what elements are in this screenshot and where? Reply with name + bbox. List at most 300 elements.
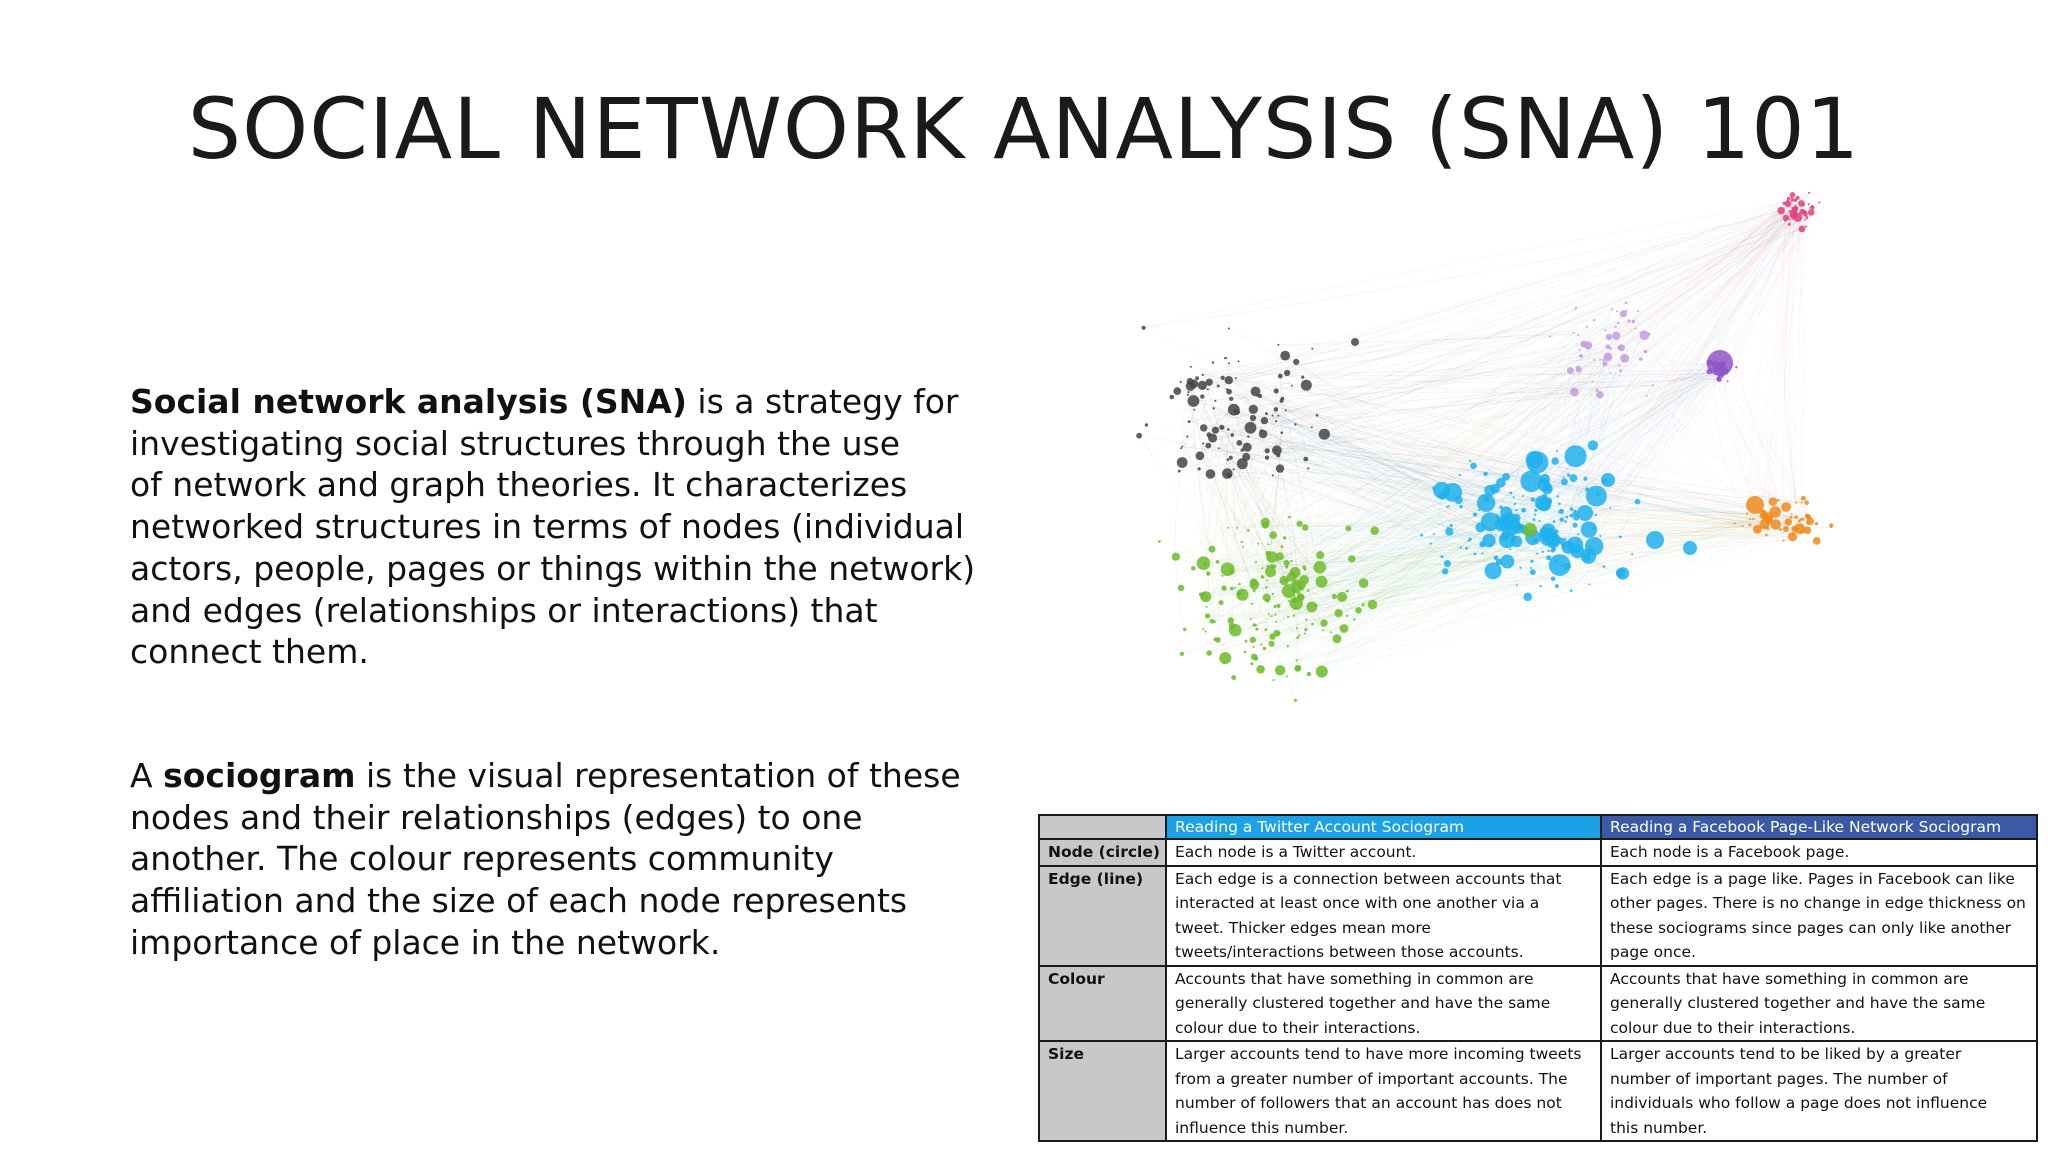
sociogram-node xyxy=(1551,577,1556,582)
sociogram-node xyxy=(1570,514,1574,518)
sociogram-node xyxy=(1214,400,1216,402)
sociogram-node xyxy=(1560,517,1564,521)
sociogram-node xyxy=(1618,364,1620,366)
sociogram-node xyxy=(1244,651,1247,654)
sociogram-node xyxy=(1534,514,1536,516)
sociogram-node xyxy=(1569,474,1577,482)
sociogram-node xyxy=(1575,306,1577,308)
sociogram-node xyxy=(1281,581,1283,583)
sociogram-node xyxy=(1346,615,1348,617)
sociogram-node xyxy=(1272,565,1276,569)
sociogram-node xyxy=(1523,523,1537,537)
sociogram-node xyxy=(1340,624,1349,633)
twitter-cell: Accounts that have something in common are generally clustered together and have the same colour due to their interactions. xyxy=(1166,966,1601,1042)
sociogram-node xyxy=(1236,527,1238,529)
sociogram-node xyxy=(1802,210,1806,214)
sociogram-node xyxy=(1646,395,1648,397)
sociogram-node xyxy=(1574,509,1576,511)
sociogram-node xyxy=(1348,555,1355,562)
sociogram-node xyxy=(1301,380,1312,391)
sociogram-node xyxy=(1617,322,1620,325)
sociogram-node xyxy=(1258,394,1262,398)
sociogram-node xyxy=(1530,567,1532,569)
sociogram-node xyxy=(1588,440,1598,450)
sociogram-node xyxy=(1786,217,1788,219)
sociogram-node xyxy=(1727,380,1729,382)
sociogram-node xyxy=(1489,528,1492,531)
sociogram-node xyxy=(1173,387,1181,395)
sociogram-node xyxy=(1570,507,1574,511)
sociogram-node xyxy=(1767,528,1770,531)
sociogram-node xyxy=(1306,602,1317,613)
sociogram-node xyxy=(1229,397,1233,401)
sociogram-node xyxy=(1579,349,1581,351)
sociogram-node xyxy=(1583,560,1585,562)
sociogram-node xyxy=(1639,357,1643,361)
sociogram-node xyxy=(1236,440,1242,446)
sociogram-node xyxy=(1763,526,1765,528)
sociogram-node xyxy=(1783,202,1786,205)
sociogram-node xyxy=(1800,518,1802,520)
sociogram-node xyxy=(1561,478,1568,485)
sociogram-node xyxy=(1245,640,1248,643)
sociogram-node xyxy=(1368,600,1378,610)
sociogram-node xyxy=(1219,600,1224,605)
sociogram-node xyxy=(1187,394,1189,396)
sociogram-node xyxy=(1196,451,1205,460)
sociogram-node xyxy=(1202,628,1204,630)
row-label: Edge (line) xyxy=(1039,866,1166,966)
sociogram-node xyxy=(1227,527,1229,529)
sociogram-node xyxy=(1635,499,1641,505)
sociogram-node xyxy=(1459,505,1463,509)
sociogram-node xyxy=(1193,409,1195,411)
paragraph-line: affiliation and the size of each node represents xyxy=(130,881,908,921)
sociogram-node xyxy=(1509,548,1511,550)
sociogram-node xyxy=(1265,456,1269,460)
sociogram-node xyxy=(1610,507,1612,509)
sociogram-node xyxy=(1808,192,1810,194)
sociogram-node xyxy=(1295,665,1302,672)
paragraph-line: investigating social structures through the use xyxy=(130,423,901,463)
sociogram-node xyxy=(1253,623,1257,627)
sociogram-node xyxy=(1494,555,1498,559)
sociogram-node xyxy=(1813,537,1821,545)
sociogram-node xyxy=(1334,609,1342,617)
sociogram-node xyxy=(1746,512,1748,514)
sociogram-node xyxy=(1441,555,1444,558)
sociogram-node xyxy=(1200,424,1207,431)
sociogram-node xyxy=(1281,431,1284,434)
sociogram-node xyxy=(1183,628,1186,631)
sociogram-node xyxy=(1769,497,1778,506)
sociogram-node xyxy=(1261,644,1263,646)
sociogram-node xyxy=(1478,509,1480,511)
sociogram-node xyxy=(1460,547,1462,549)
sociogram-node xyxy=(1295,589,1300,594)
sociogram-node xyxy=(1610,372,1612,374)
sociogram-node xyxy=(1512,523,1523,534)
sociogram-node xyxy=(1536,505,1538,507)
sociogram-node xyxy=(1617,567,1630,580)
sociogram-node xyxy=(1683,541,1697,555)
table-corner-cell xyxy=(1039,815,1166,839)
sociogram-node xyxy=(1301,376,1304,379)
sociogram-node xyxy=(1717,376,1720,379)
sociogram-node xyxy=(1438,492,1446,500)
sociogram-node xyxy=(1305,619,1307,621)
sociogram-node xyxy=(1287,616,1289,618)
sociogram-node xyxy=(1231,675,1236,680)
sociogram-node xyxy=(1333,634,1342,643)
sociogram-node xyxy=(1566,516,1569,519)
sociogram-node xyxy=(1752,518,1754,520)
sociogram-node xyxy=(1170,395,1175,400)
sociogram-node xyxy=(1217,385,1220,388)
sociogram-node xyxy=(1791,198,1795,202)
sociogram-node xyxy=(1238,360,1240,362)
paragraph-line: networked structures in terms of nodes (individual xyxy=(130,507,965,547)
sociogram-node xyxy=(1245,422,1257,434)
sociogram-node xyxy=(1274,388,1279,393)
sociogram-node xyxy=(1296,627,1298,629)
sociogram-node xyxy=(1614,326,1616,328)
sna-definition-paragraph xyxy=(130,381,990,673)
sociogram-node xyxy=(1790,192,1796,198)
sociogram-node xyxy=(1455,496,1463,504)
sociogram-node xyxy=(1593,319,1595,321)
sociogram-node xyxy=(1631,553,1633,555)
sociogram-node xyxy=(1250,415,1256,421)
paragraph-line: connect them. xyxy=(130,632,369,672)
sociogram-node xyxy=(1596,492,1600,496)
sociogram-node xyxy=(1749,518,1751,520)
sociogram-node xyxy=(1320,619,1327,626)
sociogram-node xyxy=(1346,526,1352,532)
sociogram-node xyxy=(1609,347,1612,350)
sociogram-node xyxy=(1257,543,1259,545)
sociogram-node xyxy=(1181,446,1183,448)
sociogram-node xyxy=(1337,592,1347,602)
sociogram-node xyxy=(1251,654,1257,660)
sociogram-node xyxy=(1547,550,1549,552)
sociogram-node xyxy=(1256,665,1265,674)
sociogram-node xyxy=(1290,567,1301,578)
sociogram-node xyxy=(1519,567,1521,569)
sociogram-node xyxy=(1644,350,1647,353)
sociogram-node xyxy=(1600,535,1602,537)
sociogram-node xyxy=(1795,501,1797,503)
paragraph-line: actors, people, pages or things within the network) xyxy=(130,548,976,588)
sociogram-node xyxy=(1263,594,1271,602)
sociogram-node xyxy=(1771,519,1782,530)
sociogram-node xyxy=(1632,320,1635,323)
sociogram-node xyxy=(1198,467,1201,470)
slide-title: SOCIAL NETWORK ANALYSIS (SNA) 101 xyxy=(187,80,1861,178)
sociogram-node xyxy=(1276,464,1284,472)
sociogram-node xyxy=(1229,456,1233,460)
row-label: Size xyxy=(1039,1041,1166,1141)
sociogram-node xyxy=(1620,354,1629,363)
sociogram-node xyxy=(1303,457,1308,462)
sociogram-node xyxy=(1596,391,1603,398)
sociogram-node xyxy=(1585,488,1589,492)
sociogram-node xyxy=(1459,474,1461,476)
table-header-row xyxy=(1039,815,2037,839)
sna-term: Social network analysis (SNA) xyxy=(130,382,687,421)
sociogram-node xyxy=(1765,534,1768,537)
sociogram-node xyxy=(1465,547,1468,550)
sociogram-node xyxy=(1273,679,1275,681)
sociogram-node xyxy=(1207,388,1209,390)
sociogram-node xyxy=(1178,585,1185,592)
sociogram-node xyxy=(1769,506,1781,518)
sociogram-node xyxy=(1234,587,1236,589)
sociogram-node xyxy=(1652,384,1654,386)
facebook-cell: Accounts that have something in common are generally clustered together and have the same colour due to their interactions. xyxy=(1601,966,2037,1042)
sociogram-node xyxy=(1567,367,1574,374)
sociogram-node xyxy=(1222,468,1233,479)
sociogram-node xyxy=(1284,560,1290,566)
sociogram-node xyxy=(1479,541,1485,547)
sociogram-node xyxy=(1330,631,1332,633)
sociogram-node xyxy=(1212,361,1214,363)
sociogram-node xyxy=(1612,332,1620,340)
sociogram-node xyxy=(1145,423,1148,426)
sociogram-node xyxy=(1291,385,1293,387)
sociogram-node xyxy=(1316,414,1319,417)
table-row xyxy=(1039,1041,2037,1141)
sociogram-node xyxy=(1304,628,1307,631)
sociogram-node xyxy=(1242,453,1250,461)
sociogram-node xyxy=(1469,460,1471,462)
sociogram-node xyxy=(1787,197,1791,201)
sociogram-node xyxy=(1251,603,1253,605)
sociogram-node xyxy=(1801,496,1806,501)
sociogram-node xyxy=(1268,613,1270,615)
sociogram-node xyxy=(1281,397,1285,401)
sociogram-node xyxy=(1596,389,1599,392)
sociogram-node xyxy=(1206,379,1213,386)
sociogram-node xyxy=(1293,359,1299,365)
sociogram-node xyxy=(1556,495,1559,498)
sociogram-node xyxy=(1781,502,1791,512)
sociogram-node xyxy=(1617,346,1621,350)
sociogram-node xyxy=(1555,584,1559,588)
sociogram-node xyxy=(1136,433,1142,439)
sociogram-node xyxy=(1470,463,1477,470)
sociogram-node xyxy=(1619,536,1622,539)
sociogram-node xyxy=(1204,387,1206,389)
sociogram-node xyxy=(1218,447,1220,449)
sociogram-node xyxy=(1290,597,1303,610)
sociogram-node xyxy=(1602,359,1605,362)
sociogram-node xyxy=(1500,555,1514,569)
sociogram-node xyxy=(1316,576,1328,588)
sociogram-node xyxy=(1583,477,1587,481)
sociogram-node xyxy=(1261,567,1263,569)
sociogram-node xyxy=(1274,605,1277,608)
sociogram-node xyxy=(1178,470,1181,473)
sociogram-node xyxy=(1294,699,1297,702)
sociogram-node xyxy=(1539,520,1541,522)
sociogram-node xyxy=(1187,378,1194,385)
sociogram-node xyxy=(1260,429,1263,432)
sociogram-node xyxy=(1577,334,1579,336)
sociogram-node xyxy=(1249,405,1258,414)
paragraph-line: another. The colour represents community xyxy=(130,839,834,879)
sociogram-node xyxy=(1266,551,1277,562)
sociogram-node xyxy=(1547,502,1550,505)
sociogram-node xyxy=(1215,637,1221,643)
sociogram-node xyxy=(1577,533,1579,535)
sociogram-node xyxy=(1316,551,1324,559)
sociogram-node xyxy=(1316,666,1328,678)
sociogram-node xyxy=(1275,420,1277,422)
sociogram-node xyxy=(1788,223,1791,226)
sociogram-node xyxy=(1707,350,1733,376)
twitter-cell: Each node is a Twitter account. xyxy=(1166,839,1601,866)
sociogram-node xyxy=(1180,652,1184,656)
sociogram-node xyxy=(1808,209,1815,216)
sociogram-node xyxy=(1581,341,1588,348)
sociogram-node xyxy=(1789,219,1791,221)
sociogram-node xyxy=(1255,561,1257,563)
sociogram-node xyxy=(1783,540,1785,542)
sociogram-node xyxy=(1530,560,1533,563)
sociogram-node xyxy=(1294,423,1296,425)
sociogram-node xyxy=(1278,374,1283,379)
sociogram-node xyxy=(1830,526,1832,528)
table-row xyxy=(1039,966,2037,1042)
sociogram-node xyxy=(1242,546,1244,548)
sociogram-node xyxy=(1286,579,1290,583)
sociogram-node xyxy=(1602,361,1607,366)
facebook-cell: Larger accounts tend to be liked by a greater number of important pages. The number of individuals who follow a page does not influence this number. xyxy=(1601,1041,2037,1141)
sociogram-node xyxy=(1272,415,1274,417)
sociogram-node xyxy=(1311,348,1313,350)
sociogram-node xyxy=(1286,675,1288,677)
sociogram-node xyxy=(1777,207,1785,215)
sociogram-node xyxy=(1779,528,1782,531)
row-label: Colour xyxy=(1039,966,1166,1042)
sociogram-node xyxy=(1265,448,1270,453)
sociogram-node xyxy=(1238,583,1240,585)
sociogram-node xyxy=(1556,450,1558,452)
sociogram-node xyxy=(1250,618,1252,620)
sociogram-node xyxy=(1205,613,1210,618)
sociogram-node xyxy=(1247,529,1250,532)
sociogram-node xyxy=(1573,523,1578,528)
sociogram-node xyxy=(1605,329,1607,331)
sociogram-node xyxy=(1796,196,1800,200)
sociogram-node xyxy=(1255,628,1258,631)
sociogram-node xyxy=(1783,526,1789,532)
sociogram-node xyxy=(1353,618,1355,620)
sociogram-definition-paragraph xyxy=(130,755,990,964)
sociogram-node xyxy=(1628,319,1631,322)
sociogram-node xyxy=(1281,545,1284,548)
sociogram-node xyxy=(1288,600,1290,602)
sociogram-node xyxy=(1804,219,1806,221)
paragraph-line: nodes and their relationships (edges) to one xyxy=(130,797,863,837)
sociogram-node xyxy=(1221,562,1235,576)
sociogram-node xyxy=(1370,526,1379,535)
sociogram-node xyxy=(1269,641,1275,647)
sociogram-node xyxy=(1236,589,1248,601)
sociogram-node xyxy=(1637,310,1639,312)
sociogram-node xyxy=(1625,302,1628,305)
sociogram-node xyxy=(1250,580,1260,590)
sociogram-node xyxy=(1287,645,1289,647)
sociogram-node xyxy=(1533,518,1536,521)
sociogram-node xyxy=(1643,331,1645,333)
sociogram-node xyxy=(1221,586,1226,591)
twitter-column-header: Reading a Twitter Account Sociogram xyxy=(1166,815,1601,839)
sociogram-node xyxy=(1573,332,1575,334)
sociogram-node xyxy=(1796,207,1798,209)
sociogram-node xyxy=(1791,513,1793,515)
sociogram-node xyxy=(1794,523,1805,534)
sociogram-node xyxy=(1536,553,1538,555)
sociogram-node xyxy=(1579,354,1583,358)
sociogram-node xyxy=(1277,415,1279,417)
sociogram-node xyxy=(1266,580,1268,582)
sociogram-node xyxy=(1586,326,1588,328)
sociogram-node xyxy=(1293,615,1295,617)
sociogram-node xyxy=(1549,335,1551,337)
sociogram-node xyxy=(1205,631,1207,633)
sociogram-node xyxy=(1206,571,1211,576)
sociogram-node xyxy=(1794,515,1798,519)
sociogram-node xyxy=(1311,623,1314,626)
sociogram-node xyxy=(1542,494,1547,499)
paragraph-line: Social network analysis (SNA) is a strategy for xyxy=(130,382,959,421)
sociogram-node xyxy=(1206,469,1216,479)
sociogram-node xyxy=(1280,351,1290,361)
sociogram-node xyxy=(1274,614,1276,616)
sociogram-node xyxy=(1311,426,1313,428)
sociogram-node xyxy=(1542,551,1544,553)
sociogram-node xyxy=(1206,650,1212,656)
sociogram-node xyxy=(1766,520,1770,524)
sociogram-node xyxy=(1549,554,1571,576)
sociogram-node xyxy=(1646,531,1664,549)
sociogram-node xyxy=(1197,556,1211,570)
sociogram-node xyxy=(1362,603,1365,606)
sociogram-node xyxy=(1551,457,1559,465)
sociogram-node xyxy=(1205,443,1211,449)
sociogram-node xyxy=(1420,534,1423,537)
sociogram-node xyxy=(1272,593,1274,595)
sociogram-node xyxy=(1274,407,1279,412)
sociogram-node xyxy=(1450,524,1453,527)
sociogram-node xyxy=(1314,561,1327,574)
sociogram-node xyxy=(1273,630,1280,637)
sociogram-node xyxy=(1788,532,1797,541)
sociogram-node xyxy=(1473,513,1477,517)
sociogram-node xyxy=(1228,362,1230,364)
sociogram-node xyxy=(1296,659,1298,661)
sociogram-node xyxy=(1486,473,1488,475)
sociogram-reading-table xyxy=(1038,814,2038,1142)
sociogram-node xyxy=(1296,636,1299,639)
sociogram-node xyxy=(1509,492,1512,495)
sociogram-node xyxy=(1783,215,1789,221)
sociogram-node xyxy=(1634,327,1636,329)
sociogram-node xyxy=(1296,607,1298,609)
sociogram-node xyxy=(1484,497,1489,502)
